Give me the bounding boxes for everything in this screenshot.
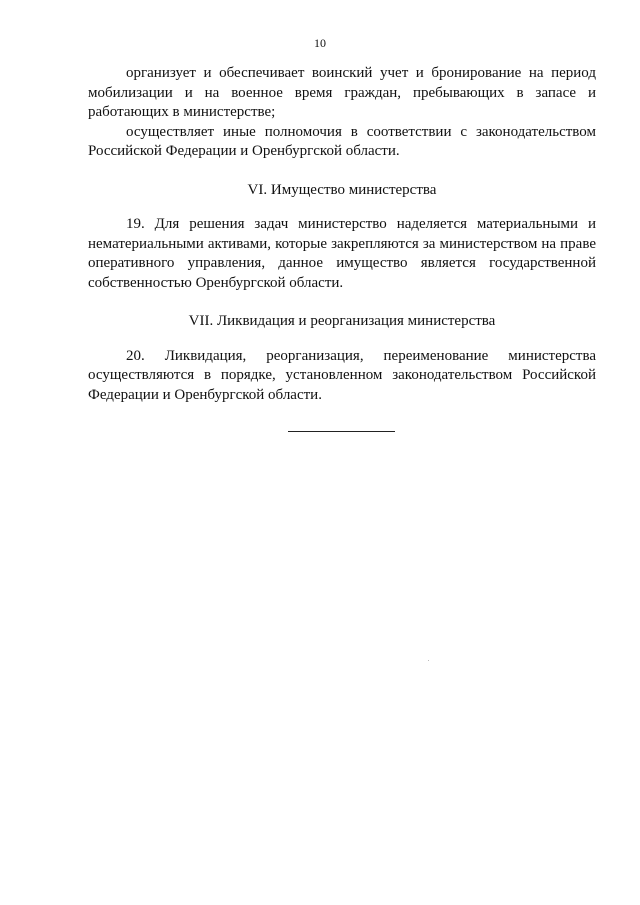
scan-speck	[428, 660, 429, 661]
end-of-document-rule	[288, 431, 395, 432]
section-heading-liquidation: VII. Ликвидация и реорганизация министерства	[188, 313, 496, 329]
paragraph-20-liquidation: 20. Ликвидация, реорганизация, переименование министерства осуществляются в порядке, установленном законодательством Российской Федерации и Оренбургской области.	[88, 347, 596, 403]
paragraph-19-property: 19. Для решения задач министерство наделяется материальными и нематериальными активами, которые закрепляются за министерством на праве оперативного управления, данное имущество является государственной собственностью Оренбургской области.	[88, 216, 596, 291]
paragraph-other-powers: осуществляет иные полномочия в соответствии с законодательством Российской Федерации и Оренбургской области.	[88, 123, 596, 159]
section-heading-property: VI. Имущество министерства	[247, 181, 437, 198]
document-body	[88, 64, 596, 405]
paragraph-military-registration: организует и обеспечивает воинский учет и бронирование на период мобилизации и на военное время граждан, пребывающих в запасе и работающих в министерстве;	[88, 65, 596, 120]
page-number: 10	[314, 36, 326, 50]
